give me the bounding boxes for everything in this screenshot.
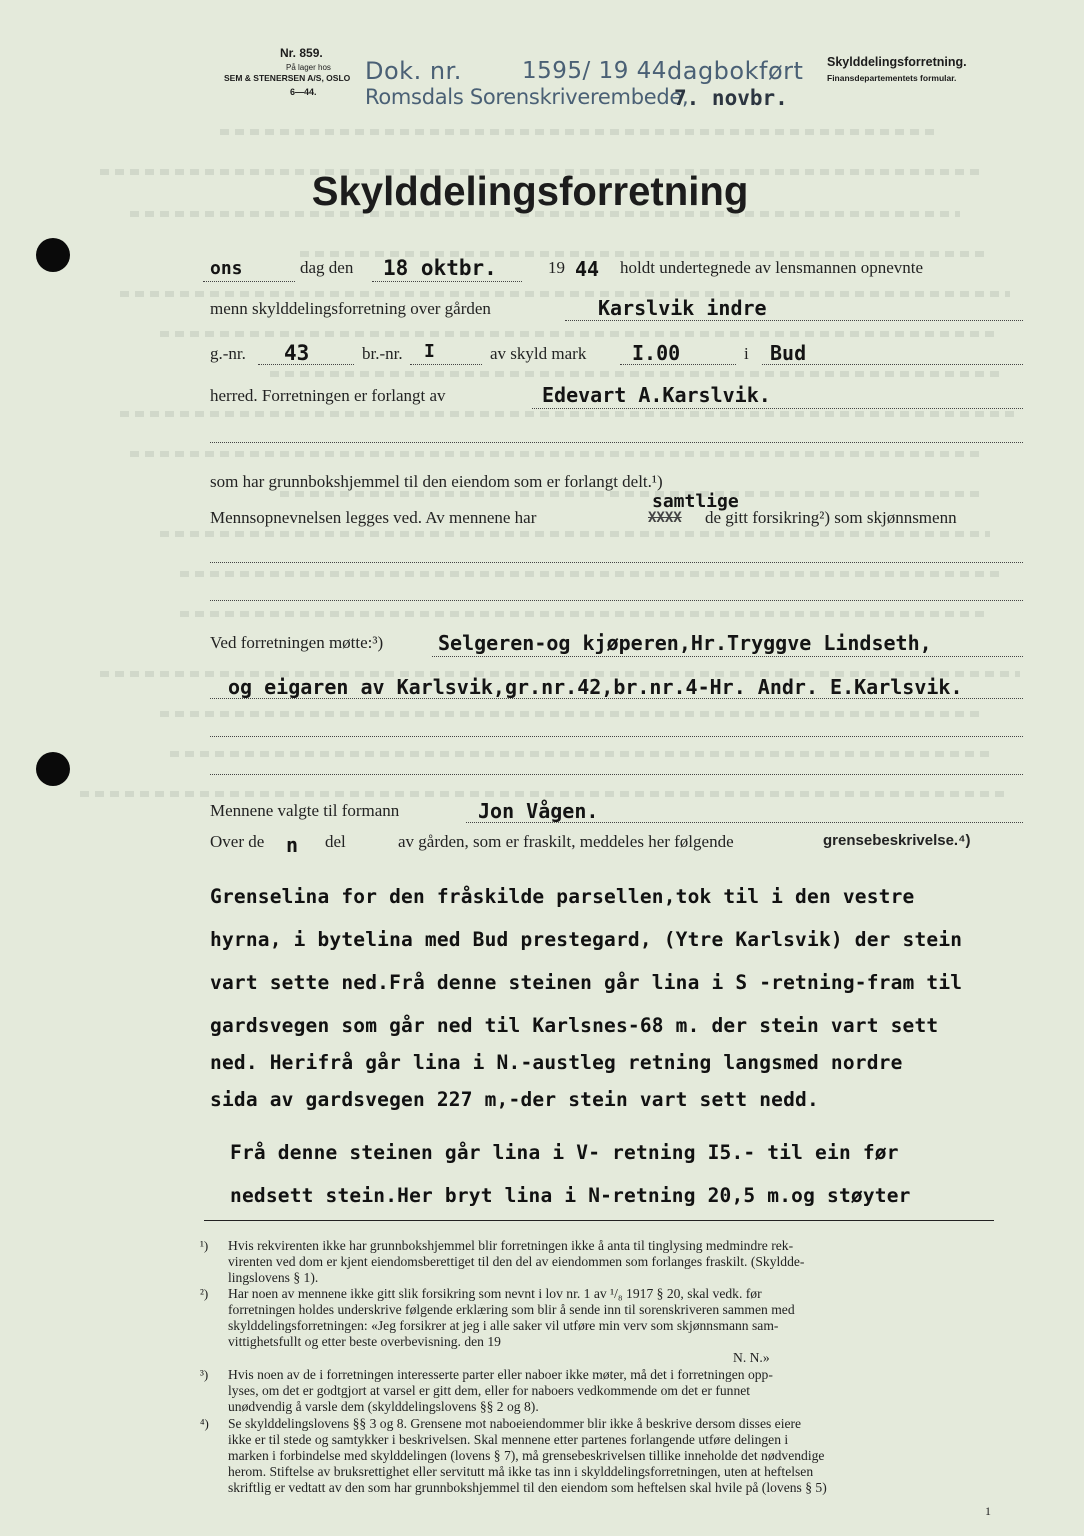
line6-label-b: de gitt forsikring²) som skjønnsmenn (705, 508, 957, 527)
blank-rule-1 (210, 442, 1023, 443)
publisher-line1: På lager hos (286, 63, 331, 72)
met-line1: Selgeren-og kjøperen,Hr.Tryggve Lindseth, (438, 631, 932, 655)
line6-insert: samtlige (652, 491, 739, 512)
description-line-6: sida av gardsvegen 227 m,-der stein vart sett nedd. (210, 1088, 819, 1111)
met-rule-2 (210, 698, 1023, 699)
gnr-value: 43 (284, 341, 310, 365)
stamp-office: Romsdals Sorenskriverembede, (365, 85, 689, 109)
fn2-sign: N. N.» (733, 1350, 770, 1365)
chair-rule (466, 822, 1023, 823)
punch-hole-top (36, 238, 70, 272)
met-rule-1 (432, 656, 1023, 657)
fn3-mark: ³) (200, 1367, 209, 1382)
bnr-rule (410, 364, 482, 365)
fn2-line-4: vittighetsfullt og etter beste overbevisning. den 19 (228, 1334, 501, 1349)
line1-label-b: holdt undertegnede av lensmannen opnevnte (620, 258, 924, 277)
corner-subtitle: Finansdepartementets formular. (827, 73, 957, 83)
chair-name: Jon Vågen. (478, 799, 599, 823)
publisher-line2: SEM & STENERSEN A/S, OSLO (224, 73, 351, 83)
description-line-4: gardsvegen som går ned til Karlsnes-68 m. der stein vart sett (210, 1014, 939, 1037)
line5-text: som har grunnbokshjemmel til den eiendom som er forlangt delt.¹) (210, 472, 663, 491)
fn1-line-2: virenten ved dom er kjent eiendomsberettiget til den del av eiendommen som forlanges fraskilt. (Skyldde- (228, 1254, 805, 1269)
page-mark: 1 (985, 1504, 991, 1518)
description-line-2: hyrna, i bytelina med Bud prestegard, (Ytre Karlsvik) der stein (210, 928, 963, 951)
bnr-label: br.-nr. (362, 344, 403, 363)
fn2-mark: ²) (200, 1286, 209, 1301)
fn1-line-3: lingslovens § 1). (228, 1270, 319, 1285)
herred-value: Bud (770, 341, 807, 365)
stamp-registered: dagbokført (667, 57, 804, 85)
over-label-c: av gården, som er fraskilt, meddeles her følgende (398, 832, 734, 851)
weekday-rule (203, 281, 295, 282)
line2-label: menn skylddelingsforretning over gården (210, 299, 491, 318)
requester-value: Edevart A.Karslvik. (542, 383, 771, 407)
met-rule-4 (210, 774, 1023, 775)
herred-rule (762, 364, 1023, 365)
footnote-separator (204, 1220, 994, 1221)
skyld-i: i (744, 344, 749, 363)
line6-struck: XXXX (648, 510, 682, 526)
gnr-label: g.-nr. (210, 344, 246, 363)
fn2-line-3: skylddelingsforretningen: «Jeg forsikrer at jeg i alle saker vil utføre min verv som skjønnsmann sam- (228, 1318, 779, 1333)
fn4-mark: ⁴) (200, 1416, 209, 1431)
stamp-doc-number: 1595/ 19 44 (522, 58, 667, 84)
stamp-date: 7. novbr. (674, 86, 788, 110)
corner-title: Skylddelingsforretning. (827, 55, 967, 69)
fn2-line-1: Har noen av mennene ikke gitt slik forsikring som nevnt i lov nr. 1 av ¹/₈ 1917 § 20, skal vedk. før (228, 1286, 762, 1301)
fn4-line-4: herom. Stiftelse av bruksrettighet eller servitutt må ikke tas inn i skylddelingsforretningen, uten at heftelsen (228, 1464, 814, 1479)
page-title: Skylddelingsforretning (311, 168, 749, 214)
skyld-rule (620, 364, 736, 365)
farm-rule (565, 320, 1023, 321)
description-line-8: nedsett stein.Her bryt lina i N-retning 20,5 m.og støyter (230, 1184, 911, 1207)
fn3-line-1: Hvis noen av de i forretningen interesserte parter eller naboer ikke møter, må det i forretningen opp- (228, 1367, 773, 1382)
line4-label: herred. Forretningen er forlangt av (210, 386, 446, 405)
blank-rule-2 (210, 562, 1023, 563)
fn1-line-1: Hvis rekvirenten ikke har grunnbokshjemmel blir forretningen ikke å anta til tinglysing medmindre rek- (228, 1238, 794, 1253)
stamp-doc-label: Dok. nr. (365, 57, 462, 85)
date-rule (372, 281, 522, 282)
date-value: 18 oktbr. (383, 256, 497, 280)
fn4-line-3: marken i forbindelse med skylddelingen (lovens § 7), må grensebeskrivelsen tillike inneholde det nødvendige (228, 1448, 825, 1463)
fn1-mark: ¹) (200, 1238, 209, 1253)
over-label-b: del (325, 832, 346, 851)
year-value: 44 (575, 257, 600, 281)
bnr-value: I (424, 341, 435, 362)
blank-rule-3 (210, 600, 1023, 601)
fn3-line-2: lyses, om det er godtgjort at varsel er gitt dem, eller for naboers vedkommende om det er funnet (228, 1383, 751, 1398)
fn2-line-2: forretningen holdes underskrive følgende erklæring som blir å sende inn til sorenskriveren sammen med (228, 1302, 795, 1317)
description-line-7: Frå denne steinen går lina i V- retning I5.- til ein før (230, 1141, 899, 1164)
fn4-line-2: ikke er til stede og samtykker i beskrivelsen. Skal mennene etter partenes forlangende utføre delingen i (228, 1432, 789, 1447)
year-prefix: 19 (548, 258, 565, 277)
form-number: Nr. 859. (280, 46, 323, 60)
requester-rule (532, 408, 1023, 409)
line1-label-a: dag den (300, 258, 354, 277)
publisher-line3: 6—44. (290, 87, 317, 97)
over-label-a: Over de (210, 832, 265, 851)
line6-label-a: Mennsopnevnelsen legges ved. Av mennene har (210, 508, 537, 527)
description-line-1: Grenselina for den fråskilde parsellen,tok til i den vestre (210, 885, 915, 908)
weekday-value: ons (210, 258, 243, 279)
description-line-3: vart sette ned.Frå denne steinen går lina i S -retning-fram til (210, 971, 963, 994)
fn4-line-5: skriftlig er vedtatt av den som har grunnbokshjemmel til den eiendom som heftelsen skal hvile på (lovens § 5) (228, 1480, 827, 1495)
skyld-value: I.00 (632, 341, 681, 365)
skyld-label: av skyld mark (490, 344, 587, 363)
chair-label: Mennene valgte til formann (210, 801, 400, 820)
punch-hole-bottom (36, 752, 70, 786)
met-label: Ved forretningen møtte:³) (210, 633, 384, 652)
gnr-rule (258, 364, 354, 365)
over-n: n (286, 833, 299, 857)
met-rule-3 (210, 736, 1023, 737)
description-line-5: ned. Herifrå går lina i N.-austleg retning langsmed nordre (210, 1051, 903, 1074)
fn3-line-3: unødvendig å varsle dem (skylddelingslovens §§ 2 og 8). (228, 1399, 539, 1414)
farm-value: Karslvik indre (598, 296, 767, 320)
met-line2: og eigaren av Karlsvik,gr.nr.42,br.nr.4-Hr. Andr. E.Karlsvik. (228, 675, 963, 699)
fn4-line-1: Se skylddelingslovens §§ 3 og 8. Grensene mot naboeiendommer blir ikke å beskrive dersom disses eiere (228, 1416, 802, 1431)
over-label-bold: grensebeskrivelse.⁴) (823, 832, 971, 849)
